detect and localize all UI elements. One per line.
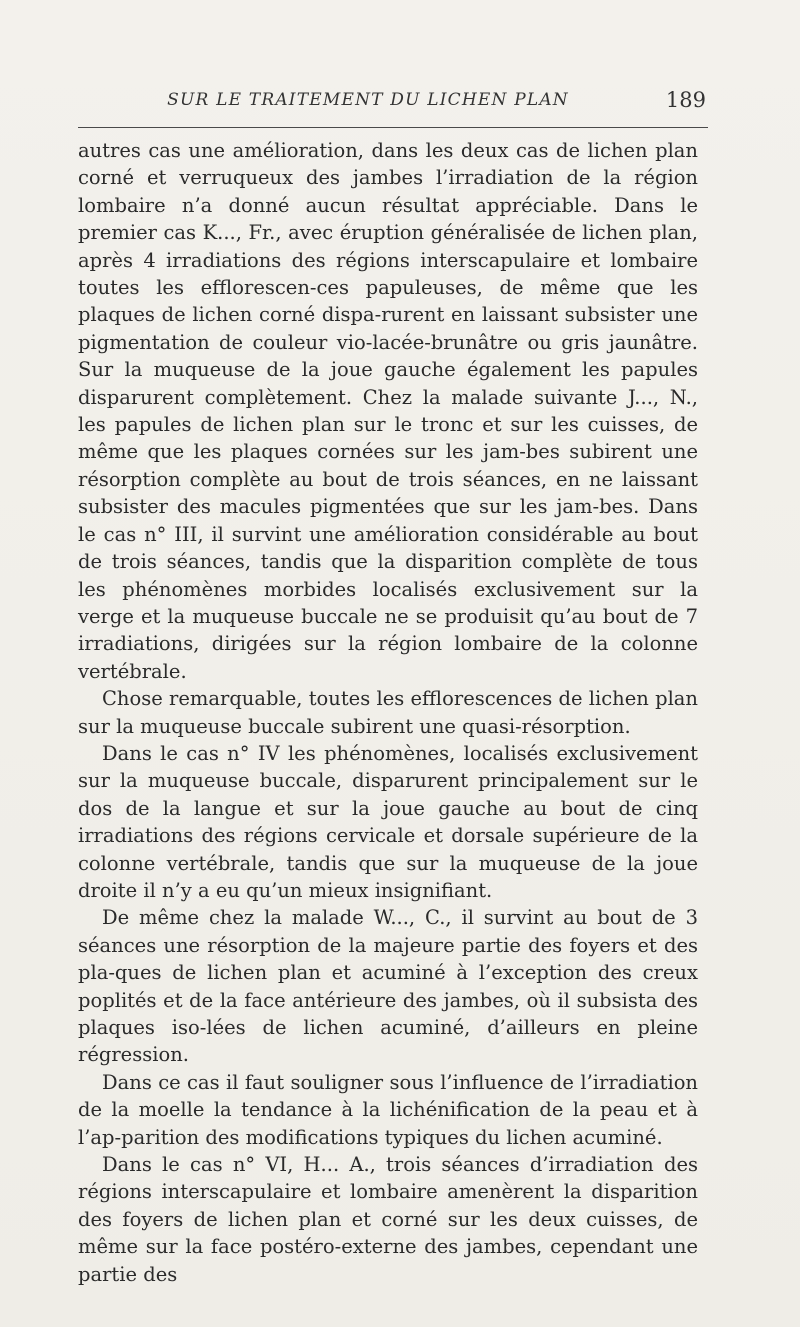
paragraph-2: Chose remarquable, toutes les efflorescences de lichen plan sur la muqueuse buccale subirent une quasi-résorption. [78, 687, 698, 738]
running-head [78, 88, 706, 116]
page-number: 189 [665, 88, 706, 112]
running-title: SUR LE TRAITEMENT DU LICHEN PLAN [167, 90, 569, 110]
paragraph-6: Dans le cas n° VI, H... A., trois séances d’irradiation des régions interscapulaire et lombaire amenèrent la disparition des foyers de lichen plan et corné sur les deux cuisses, de même sur la face postéro-externe des jambes, cependant une partie des [78, 1153, 698, 1286]
paragraph-5: Dans ce cas il faut souligner sous l’influence de l’irradiation de la moelle la tendance à la lichénification de la peau et à l’ap-parition des modifications typiques du lichen acuminé. [78, 1070, 698, 1149]
paragraph-3: Dans le cas n° IV les phénomènes, localisés exclusivement sur la muqueuse buccale, disparurent principalement sur le dos de la langue et sur la joue gauche au bout de cinq irradiations des régions cervicale et dorsale supérieure de la colonne vertébrale, tandis que sur la muqueuse de la joue droite il n’y a eu qu’un mieux insignifiant. [78, 741, 698, 902]
header-rule [78, 127, 708, 128]
paragraph-1: autres cas une amélioration, dans les deux cas de lichen plan corné et verruqueux des jambes l’irradiation de la région lombaire n’a donné aucun résultat appréciable. Dans le premier cas K..., Fr., avec éruption généralisée de lichen plan, après 4 irradiations des régions interscapulaire et lombaire toutes les efflorescen-ces papuleuses, de même que les plaques de lichen corné dispa-rurent en laissant subsister une pigmentation de couleur vio-lacée-brunâtre ou gris jaunâtre. Sur la muqueuse de la joue gauche également les papules disparurent complètement. Chez la malade suivante J..., N., les papules de lichen plan sur le tronc et sur les cuisses, de même que les plaques cornées sur les jam-bes subirent une résorption complète au bout de trois séances, en ne laissant subsister des macules pigmentées que sur les jam-bes. Dans le cas n° III, il survint une amélioration considérable au bout de trois séances, tandis que la disparition complète de tous les phénomènes morbides localisés exclusivement sur la verge et la muqueuse buccale ne se produisit qu’au bout de 7 irradiations, dirigées sur la région lombaire de la colonne vertébrale. [78, 139, 698, 683]
body-text [78, 137, 698, 1288]
paragraph-4: De même chez la malade W..., C., il survint au bout de 3 séances une résorption de la majeure partie des foyers et des pla-ques de lichen plan et acuminé à l’exception des creux poplités et de la face antérieure des jambes, où il subsista des plaques iso-lées de lichen acuminé, d’ailleurs en pleine régression. [78, 906, 698, 1067]
